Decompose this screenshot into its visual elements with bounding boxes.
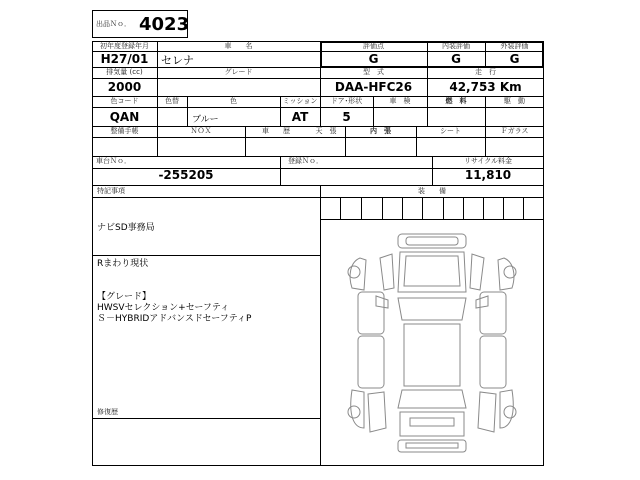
transmission-value: AT xyxy=(291,110,309,124)
seat-label: シート xyxy=(440,127,461,135)
interior-trim-label: 内 張 xyxy=(370,127,391,135)
color-code-label: 色コード xyxy=(110,97,139,105)
model-code-label: 型 式 xyxy=(363,68,384,76)
car-name-value: セレナ xyxy=(161,54,194,67)
mileage-label: 走 行 xyxy=(475,68,496,76)
recycling-fee-value: 11,810 xyxy=(464,168,512,182)
interior-grade-label: 内装評価 xyxy=(442,42,470,50)
car-diagram xyxy=(340,228,524,458)
door-shape-value: 5 xyxy=(342,110,351,124)
door-shape-label: ドア･形状 xyxy=(330,97,363,105)
score-label: 評価点 xyxy=(363,42,384,50)
listing-number-label: 出品Ｎｏ． xyxy=(96,20,131,28)
car-name-label: 車 名 xyxy=(224,42,253,50)
chassis-number-label: 車台Ｎｏ． xyxy=(96,157,131,165)
exterior-grade-value: G xyxy=(509,52,520,66)
displacement-label: 排気量 (cc) xyxy=(106,68,143,76)
exterior-grade-label: 外装評価 xyxy=(500,42,529,50)
mileage-value: 42,753 Km xyxy=(449,80,522,94)
model-code-value: DAA-HFC26 xyxy=(334,80,413,94)
first-registration-label: 初年度登録年月 xyxy=(100,42,149,50)
front-glass-label: Ｆガラス xyxy=(500,127,529,135)
recycling-fee-label: リサイクル料金 xyxy=(463,157,513,165)
inspection-label: 車 検 xyxy=(389,97,411,105)
color-change-label: 色替 xyxy=(165,97,179,105)
color-code-value: QAN xyxy=(109,110,140,124)
score-value: G xyxy=(368,52,379,66)
registration-number-label: 登録Ｎｏ． xyxy=(288,157,323,165)
remarks-label: 特記事項 xyxy=(97,187,125,195)
listing-number-box xyxy=(92,10,188,38)
color-label: 色 xyxy=(230,97,237,105)
grade-label: グレード xyxy=(224,68,253,76)
remark-line-5: Ｓ－HYBRIDアドバンスドセーフティP xyxy=(97,314,252,324)
nox-label: ＮＯＸ xyxy=(190,127,212,135)
listing-number-value: 4023 xyxy=(139,14,190,35)
remark-line-1: ナビSD事務局 xyxy=(97,223,155,233)
vehicle-history-label: 車 歴 xyxy=(262,127,290,135)
fuel-label: 燃 料 xyxy=(445,97,467,105)
first-registration-value: H27/01 xyxy=(100,52,149,66)
displacement-value: 2000 xyxy=(107,80,142,94)
headliner-label: 天 張 xyxy=(315,127,337,135)
interior-grade-value: G xyxy=(451,52,461,66)
remark-line-4: HWSVセレクション+セーフティ xyxy=(97,303,230,313)
transmission-label: ミッション xyxy=(282,97,318,105)
remark-line-2: Rまわり現状 xyxy=(97,259,149,269)
equipment-label: 装 備 xyxy=(418,187,446,195)
remark-line-3: 【グレード】 xyxy=(97,292,152,302)
color-value: ブルー xyxy=(192,115,219,125)
chassis-number-value: -255205 xyxy=(158,168,214,182)
repair-history-label: 修復歴 xyxy=(97,408,118,416)
maintenance-book-label: 整備手帳 xyxy=(110,127,139,135)
drive-label: 駆 動 xyxy=(504,97,525,105)
